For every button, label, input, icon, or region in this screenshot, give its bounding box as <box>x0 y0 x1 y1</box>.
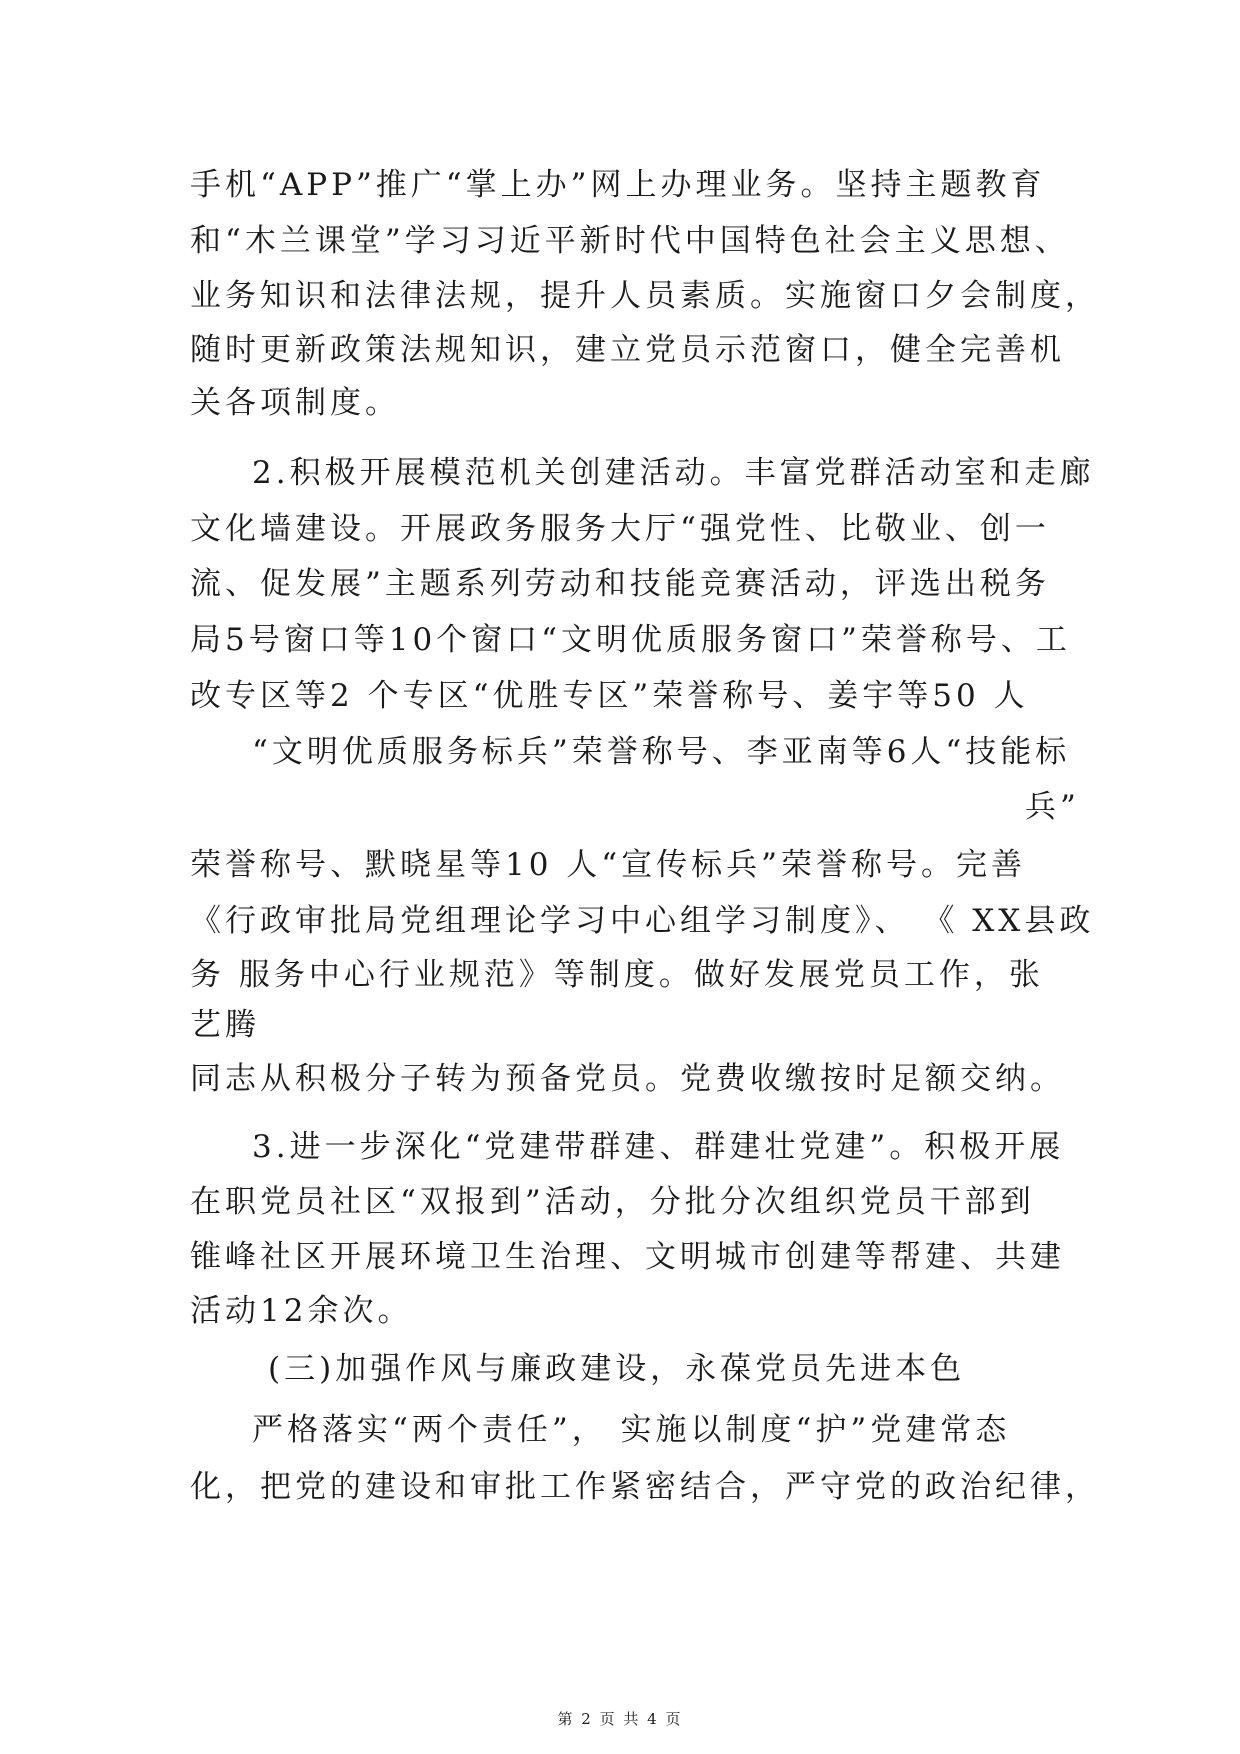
text-line: 锥峰社区开展环境卫生治理、文明城市创建等帮建、共建 <box>190 1239 1065 1275</box>
section-heading: (三)加强作风与廉政建设，永葆党员先进本色 <box>268 1351 966 1387</box>
text-line: 改专区等2 个专区“优胜专区”荣誉称号、姜宇等50 人 <box>190 678 1029 714</box>
page-number: 第 2 页 共 4 页 <box>557 1710 683 1728</box>
text-line: 艺腾 <box>190 1007 260 1043</box>
text-line: 荣誉称号、默晓星等10 人“宣传标兵”荣誉称号。完善 <box>190 847 1026 883</box>
text-line: 兵” <box>1025 789 1080 825</box>
text-line: “文明优质服务标兵”荣誉称号、李亚南等6人“技能标 <box>252 734 1071 770</box>
text-line: 关各项制度。 <box>190 385 400 421</box>
text-line: 务 服务中心行业规范》等制度。做好发展党员工作，张 <box>190 957 1044 993</box>
text-line: 严格落实“两个责任”， 实施以制度“护”党建常态 <box>252 1412 1011 1448</box>
text-line: 业务知识和法律法规，提升人员素质。实施窗口夕会制度， <box>190 278 1100 314</box>
text-line: 2.积极开展模范机关创建活动。丰富党群活动室和走廊 <box>252 455 1095 491</box>
text-line: 局5号窗口等10个窗口“文明优质服务窗口”荣誉称号、工 <box>190 622 1071 658</box>
text-line: 流、促发展”主题系列劳动和技能竞赛活动，评选出税务 <box>190 566 1050 602</box>
text-line: 手机“APP”推广“掌上办”网上办理业务。坚持主题教育 <box>190 167 1046 203</box>
text-line: 活动12余次。 <box>190 1293 413 1329</box>
text-line: 在职党员社区“双报到”活动，分批分次组织党员干部到 <box>190 1184 1035 1220</box>
text-line: 随时更新政策法规知识，建立党员示范窗口，健全完善机 <box>190 332 1065 368</box>
text-line: 和“木兰课堂”学习习近平新时代中国特色社会主义思想、 <box>190 223 1070 259</box>
text-line: 文化墙建设。开展政务服务大厅“强党性、比敬业、创一 <box>190 511 1050 547</box>
text-line: 化，把党的建设和审批工作紧密结合，严守党的政治纪律， <box>190 1469 1100 1505</box>
text-line: 《行政审批局党组理论学习中心组学习制度》、 《 XX县政 <box>190 903 1095 939</box>
text-line: 同志从积极分子转为预备党员。党费收缴按时足额交纳。 <box>190 1061 1065 1097</box>
text-line: 3.进一步深化“党建带群建、群建壮党建”。积极开展 <box>252 1129 1065 1165</box>
